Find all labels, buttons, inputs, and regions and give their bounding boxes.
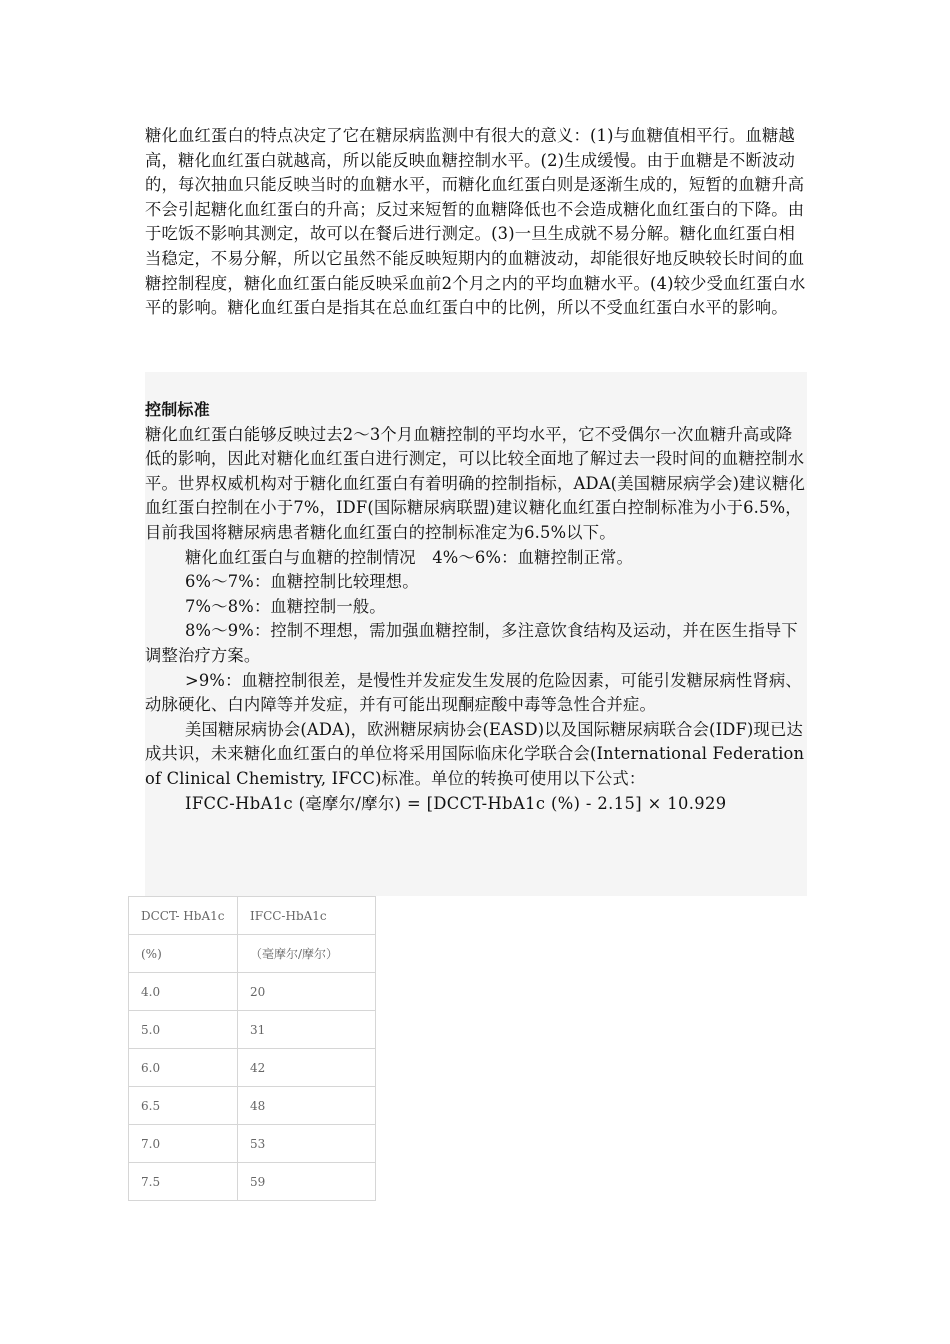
table-unit-cell: (%) — [129, 935, 238, 973]
table-header-cell: DCCT- HbA1c — [129, 897, 238, 935]
table-row — [129, 1049, 376, 1087]
table-cell: 48 — [238, 1087, 376, 1125]
control-level-item: 6%～7%：血糖控制比较理想。 — [185, 572, 419, 592]
table-header-row — [129, 897, 376, 935]
table-cell: 42 — [238, 1049, 376, 1087]
table-cell: 5.0 — [129, 1011, 238, 1049]
table-header-cell: IFCC-HbA1c — [238, 897, 376, 935]
consensus-paragraph: 美国糖尿病协会(ADA)，欧洲糖尿病协会(EASD)以及国际糖尿病联合会(IDF)现已达成共识，未来糖化血红蛋白的单位将采用国际临床化学联合会(International Federation of Clinical Chemistry, IFCC)标准。单位的转换可使用以下公式： — [145, 719, 805, 788]
conversion-formula: IFCC-HbA1c (毫摩尔/摩尔) = [DCCT-HbA1c (%) - 2.15] × 10.929 — [185, 793, 727, 813]
table-row — [129, 973, 376, 1011]
control-level-item: 8%～9%：控制不理想，需加强血糖控制，多注意饮食结构及运动，并在医生指导下调整治疗方案。 — [145, 621, 798, 665]
table-cell: 4.0 — [129, 973, 238, 1011]
control-level-item: 糖化血红蛋白与血糖的控制情况 4%～6%：血糖控制正常。 — [185, 547, 634, 567]
table-cell: 7.0 — [129, 1125, 238, 1163]
table-cell: 53 — [238, 1125, 376, 1163]
table-unit-cell: （毫摩尔/摩尔） — [238, 935, 376, 973]
conversion-table — [128, 896, 376, 1201]
table-row — [129, 1011, 376, 1049]
control-paragraph: 糖化血红蛋白能够反映过去2～3个月血糖控制的平均水平，它不受偶尔一次血糖升高或降低的影响，因此对糖化血红蛋白进行测定，可以比较全面地了解过去一段时间的血糖控制水平。世界权威机构对于糖化血红蛋白有着明确的控制指标，ADA(美国糖尿病学会)建议糖化血红蛋白控制在小于7%，IDF(国际糖尿病联盟)建议糖化血红蛋白控制标准为小于6.5%，目前我国将糖尿病患者糖化血红蛋白的控制标准定为6.5%以下。 — [145, 424, 806, 542]
table-cell: 31 — [238, 1011, 376, 1049]
table-cell: 20 — [238, 973, 376, 1011]
table-row — [129, 1125, 376, 1163]
section-heading: 控制标准 — [145, 400, 210, 419]
table-cell: 7.5 — [129, 1163, 238, 1201]
table-units-row — [129, 935, 376, 973]
control-standard-section — [145, 372, 807, 896]
table-cell: 59 — [238, 1163, 376, 1201]
table-row — [129, 1163, 376, 1201]
control-level-item: >9%：血糖控制很差，是慢性并发症发生发展的危险因素，可能引发糖尿病性肾病、动脉硬化、白内障等并发症，并有可能出现酮症酸中毒等急性合并症。 — [145, 670, 802, 715]
control-level-item: 7%～8%：血糖控制一般。 — [185, 596, 386, 616]
table-cell: 6.5 — [129, 1087, 238, 1125]
table-row — [129, 1087, 376, 1125]
table-cell: 6.0 — [129, 1049, 238, 1087]
intro-section — [145, 124, 807, 321]
intro-paragraph: 糖化血红蛋白的特点决定了它在糖尿病监测中有很大的意义：(1)与血糖值相平行。血糖越高，糖化血红蛋白就越高，所以能反映血糖控制水平。(2)生成缓慢。由于血糖是不断波动的，每次抽血只能反映当时的血糖水平，而糖化血红蛋白则是逐渐生成的，短暂的血糖升高不会引起糖化血红蛋白的升高；反过来短暂的血糖降低也不会造成糖化血红蛋白的下降。由于吃饭不影响其测定，故可以在餐后进行测定。(3)一旦生成就不易分解。糖化血红蛋白相当稳定，不易分解，所以它虽然不能反映短期内的血糖波动，却能很好地反映较长时间的血糖控制程度，糖化血红蛋白能反映采血前2个月之内的平均血糖水平。(4)较少受血红蛋白水平的影响。糖化血红蛋白是指其在总血红蛋白中的比例，所以不受血红蛋白水平的影响。 — [145, 126, 806, 318]
